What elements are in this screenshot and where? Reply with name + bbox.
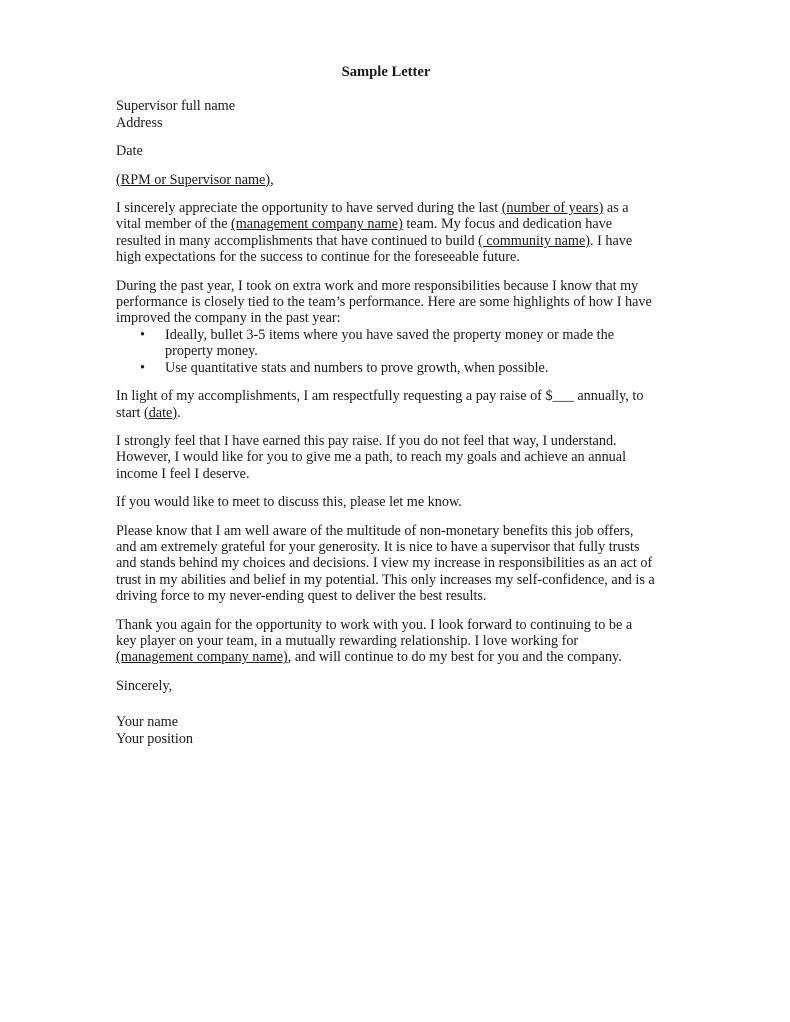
text-run: In light of my accomplishments, I am respectfully requesting a pay raise of $___ annually, to start (116, 388, 644, 421)
paragraph-meeting: If you would like to meet to discuss this, please let me know. (116, 494, 462, 511)
text-run: . (177, 404, 181, 421)
closing: Sincerely, (116, 677, 173, 694)
list-item-text: Ideally, bullet 3-5 items where you have saved the property money or made the property money. (165, 326, 614, 360)
paragraph-gratitude: Please know that I am well aware of the multitude of non-monetary benefits this job offers, and am extremely grateful for your generosity. It is nice to have a supervisor that fully trusts and stands behind my choices and decisions. I view my increase in responsibilities as an act of trust in my abilities and belief in my potential. This only increases my self-confidence, and is a driving force to my never-ending quest to deliver the best results. (116, 522, 655, 605)
signature-name: Your name (116, 714, 179, 731)
list-item-text: Use quantitative stats and numbers to prove growth, when possible. (165, 359, 549, 376)
salutation-punct: , (270, 171, 274, 188)
paragraph-thanks (116, 617, 656, 666)
bullet-icon: • (140, 359, 145, 376)
list-item (116, 360, 656, 376)
paragraph-raise-request (116, 388, 656, 421)
text-run: team. My focus and dedication have resulted in many accomplishments that have continued to build (116, 216, 613, 249)
list-item (116, 327, 656, 360)
letter-title: Sample Letter (341, 64, 431, 80)
recipient-address: Address (116, 114, 163, 131)
placeholder-company: (management company name) (116, 649, 288, 666)
recipient-address-block (116, 98, 656, 131)
highlights-intro: During the past year, I took on extra work and more responsibilities because I know that my performance is closely tied to the team’s performance. Here are some highlights of how I have improved the company in the past year: (116, 277, 652, 327)
paragraph-appreciation (116, 200, 656, 266)
placeholder-company: (management company name) (231, 216, 403, 233)
placeholder-date: (date) (143, 404, 178, 421)
letter-date: Date (116, 143, 143, 160)
salutation (116, 172, 656, 188)
highlights-list (116, 327, 656, 376)
salutation-placeholder: (RPM or Supervisor name) (116, 171, 271, 188)
signature-position: Your position (116, 730, 194, 747)
letter-page (116, 64, 656, 747)
signature-space (116, 694, 656, 714)
paragraph-justification: I strongly feel that I have earned this pay raise. If you do not feel that way, I understand. However, I would like for you to give me a path, to reach my goals and achieve an annual income I feel I deserve. (116, 432, 627, 482)
placeholder-years: (number of years) (501, 200, 604, 217)
paragraph-highlights (116, 278, 656, 376)
text-run: , and will continue to do my best for you and the company. (287, 649, 622, 666)
text-run: I sincerely appreciate the opportunity to have served during the last (116, 200, 502, 217)
text-run: as a vital member of the (116, 200, 629, 233)
bullet-icon: • (140, 326, 145, 343)
text-run: . I have high expectations for the success to continue for the foreseeable future. (116, 232, 633, 266)
recipient-name: Supervisor full name (116, 98, 235, 115)
placeholder-community: ( community name) (478, 232, 590, 249)
text-run: Thank you again for the opportunity to work with you. I look forward to continuing to be a key player on your team, in a mutually rewarding relationship. I love working for (116, 616, 633, 649)
